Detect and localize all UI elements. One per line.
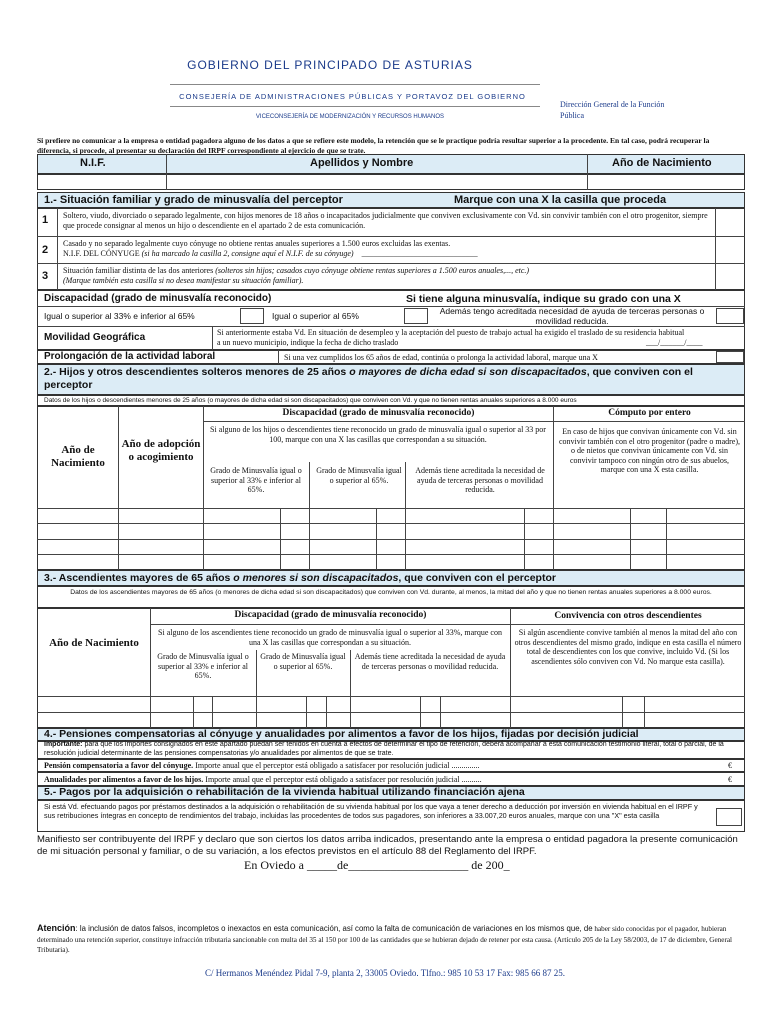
consejeria-label: CONSEJERÍA DE ADMINISTRACIONES PÚBLICAS Y PORTAVOZ DEL GOBIERNO	[179, 92, 526, 101]
atencion-text-b: haber sido conocidas por el pagador, hubieran determinado una retención superior, constituye infracción tributaria sancionable con multa del 35 al 150 por 100 de las cantidades que se hubieran dejado de retener por esta causa. (Artículo 205 de la Ley 58/2003, de 17 de diciembre, General Tributaria).	[37, 925, 733, 954]
important-text: para que los importes consignados en este apartado puedan ser tenidos en cuenta a efectos de determinar el tipo de retención, deberá acompañar a esta comunicación testimonio literal, total o parcial, de la resolución judicial determinante de las pensiones compensatorias y/o anualidades por alimentos de que se trate.	[44, 741, 724, 757]
col-divider	[193, 696, 194, 728]
section3-note: Datos de los ascendientes mayores de 65 años (o menores de dicha edad si son discapacitados) que conviven con Vd. durante, al menos, la mitad del año y que no tienen rentas anuales superiores a 8.000 euros.	[70, 589, 712, 596]
ano-nac-field[interactable]	[588, 175, 744, 189]
nif-field[interactable]	[38, 175, 165, 189]
col-divider	[666, 508, 667, 570]
movilidad-text: Si anteriormente estaba Vd. En situación de desempleo y la aceptación del puesto de trabajo actual ha exigido el traslado de su residencia habitual a un nuevo municipio, indique la fecha de dicho traslado	[217, 328, 685, 347]
ano-nac-header: Año de Nacimiento	[612, 157, 712, 169]
s2-disc-head: Discapacidad (grado de minusvalía reconocido)	[282, 408, 475, 418]
col-divider	[420, 696, 421, 728]
section3-title-b: o menores si son discapacitados	[233, 572, 399, 584]
disability-title: Discapacidad (grado de minusvalía reconocido)	[44, 293, 272, 304]
s2-g3: Además tiene acreditada la necesidad de ayuda de terceras personas o movilidad reducida.	[415, 466, 545, 494]
col-divider	[644, 696, 645, 728]
option3-note: (Marque también esta casilla si no desea manifestar su situación familiar).	[63, 276, 304, 285]
col-divider	[57, 208, 58, 290]
disability-instruction: Si tiene alguna minusvalía, indique su grado con una X	[406, 293, 681, 305]
row-divider	[37, 326, 745, 327]
option1-number: 1	[42, 214, 49, 226]
row-divider	[150, 624, 745, 625]
row-divider	[37, 508, 745, 509]
col-divider	[118, 406, 119, 570]
header-divider	[170, 84, 540, 85]
option3-line	[63, 266, 713, 276]
s3-g1: Grado de Minusvalía igual o superior al 33% e inferior al 65%.	[157, 652, 249, 680]
section1-title: 1.- Situación familiar y grado de minusvalía del perceptor	[44, 194, 343, 206]
pension-line	[44, 761, 480, 771]
s2-g2: Grado de Minusvalía igual o superior al 65%.	[316, 466, 402, 485]
section1-marque: Marque con una X la casilla que proceda	[454, 194, 667, 206]
section2-note: Datos de los hijos o descendientes menores de 25 años (o mayores de dicha edad si son discapacitados) que conviven con Vd. y que no tienen rentas anuales superiores a 8.000 euros	[44, 397, 577, 404]
option2-checkbox[interactable]	[716, 237, 744, 262]
important-label: Importante:	[44, 741, 83, 748]
anualidades-text: Importe anual que el perceptor está obligado a satisfacer por resolución judicial ..........	[205, 775, 482, 784]
col-divider	[326, 696, 327, 728]
s3-conv-head: Convivencia con otros descendientes	[554, 611, 702, 621]
section3-title-a: 3.- Ascendientes mayores de 65 años	[44, 572, 234, 584]
col-divider	[510, 608, 511, 728]
atencion-label: Atención	[37, 923, 76, 933]
atencion-block	[37, 923, 749, 956]
section2-title-a: 2.- Hijos y otros descendientes solteros menores de 25 años	[44, 366, 350, 378]
pension-amount-field[interactable]	[620, 760, 720, 771]
option3-text: Situación familiar distinta de las dos anteriores	[63, 266, 214, 275]
movilidad-date-field[interactable]: ___/______/____	[646, 338, 703, 347]
disability-opt2-checkbox[interactable]	[404, 308, 428, 324]
nif-header: N.I.F.	[80, 157, 106, 169]
option1-text: Soltero, viudo, divorciado o separado legalmente, con hijos menores de 18 años o incapacitados judicialmente que conviven exclusivamente con Vd. sin convivir también con el otro progenitor, siempre que procede consignar al menos un hijo o descendiente en el apartado 2 de esta comunicación.	[63, 211, 708, 230]
section5-title: 5.- Pagos por la adquisición o rehabilitación de la vivienda habitual utilizando financiación ajena	[44, 786, 525, 798]
col-divider	[376, 508, 377, 570]
col-divider	[306, 696, 307, 728]
s3-g3: Además tiene acreditada la necesidad de ayuda de terceras personas o movilidad reducida.	[354, 652, 506, 671]
prolongacion-checkbox[interactable]	[716, 351, 744, 363]
footer-address: C/ Hermanos Menéndez Pidal 7-9, planta 2, 33005 Oviedo. Tlfno.: 985 10 53 17 Fax: 985 66 87 25.	[204, 968, 566, 978]
s2-g1: Grado de Minusvalía igual o superior al 33% e inferior al 65%.	[210, 466, 302, 494]
row-divider	[203, 421, 745, 422]
disability-opt3-checkbox[interactable]	[716, 308, 744, 324]
fecha-line[interactable]: En Oviedo a _____de____________________ de 200_	[244, 858, 510, 872]
row-divider	[37, 696, 745, 697]
col-divider	[212, 696, 213, 728]
s3-g2: Grado de Minusvalía igual o superior al 65%.	[260, 652, 346, 671]
prolongacion-title: Prolongación de la actividad laboral	[44, 351, 216, 362]
col-divider	[630, 508, 631, 570]
section3-title-c: , que conviven con el perceptor	[398, 572, 556, 584]
option1-checkbox[interactable]	[716, 209, 744, 235]
manifiesto-text: Manifiesto ser contribuyente del IRPF y declaro que son ciertos los datos arriba indicados, presentando ante la empresa o entidad pagadora la presente comunicación de mi situación personal y familiar, o de su variación, a los efectos previstos en el artículo 88 del Reglamento del IRPF.	[37, 834, 738, 857]
page-title: GOBIERNO DEL PRINCIPADO DE ASTURIAS	[187, 58, 473, 72]
section4-important	[44, 741, 742, 758]
s3-disc-head: Discapacidad (grado de minusvalía reconocido)	[234, 610, 427, 620]
s2-disc-intro: Si alguno de los hijos o descendientes tiene reconocido un grado de minusvalía igual o superior al 33 por 100, marque con una X las casillas que correspondan a su situación.	[210, 425, 546, 444]
spouse-nif-field[interactable]: _____________________________	[361, 249, 478, 258]
s3-disc-intro: Si alguno de los ascendientes tiene reconocido un grado de minusvalía igual o superior al 33%, marque con una X las casillas que correspondan a su situación.	[158, 628, 502, 647]
disability-opt1-checkbox[interactable]	[240, 308, 264, 324]
disability-opt3-label: Además tengo acreditada necesidad de ayuda de terceras personas o movilidad reducida.	[439, 306, 705, 326]
s3-conv-text: Si algún ascendiente convive también al menos la mitad del año con otros descendientes del mismo grado, indique en esta casilla el número total de descendientes con los que convive, incluido Vd. (Si los ascendientes sólo conviven con Vd. No marque esta casilla).	[514, 628, 742, 666]
col-divider	[280, 508, 281, 570]
col-divider	[350, 650, 351, 728]
disability-opt1-label: Igual o superior al 33% e inferior al 65%	[44, 311, 195, 321]
row-divider	[37, 523, 745, 524]
s3-col-nacimiento: Año de Nacimiento	[49, 637, 139, 649]
col-divider	[278, 350, 279, 364]
prolongacion-text: Si una vez cumplidos los 65 años de edad, continúa o prolonga la actividad laboral, marque una X	[284, 353, 598, 362]
movilidad-title: Movilidad Geográfica	[44, 332, 146, 343]
section2-title-b: o mayores de dicha edad si son discapacitados	[349, 366, 587, 378]
direccion-label: Dirección General de la Función Pública	[560, 100, 665, 120]
intro-text: Si prefiere no comunicar a la empresa o entidad pagadora alguno de los datos a que se refiere este modelo, la retención que se le practique podría resultar superior a la procedente. En tal caso, podrá recuperar la diferencia, si procede, al presentar su declaración del IRPF correspondiente al ejercicio de que se trate.	[37, 136, 710, 155]
section4-title: 4.- Pensiones compensatorias al cónyuge y anualidades por alimentos a favor de los hijos, fijadas por decisión judicial	[44, 728, 639, 740]
row-divider	[37, 236, 745, 237]
anualidades-line	[44, 775, 482, 785]
disability-opt2-label: Igual o superior al 65%	[272, 311, 359, 321]
section2-title	[44, 366, 742, 392]
header-divider-2	[170, 106, 540, 107]
option3-number: 3	[42, 270, 49, 282]
row-divider	[37, 263, 745, 264]
option3-examples: (solteros sin hijos; casados cuyo cónyuge obtiene rentas superiores a 1.500 euros anuales,..., etc.)	[215, 266, 530, 275]
section5-checkbox[interactable]	[716, 808, 742, 826]
row-divider	[37, 554, 745, 555]
spouse-nif-hint: (si ha marcado la casilla 2, consigne aquí el N.I.F. de su cónyuge)	[141, 249, 354, 258]
pension-euro: €	[728, 761, 732, 770]
s2-col-nacimiento: Año de Nacimiento	[51, 444, 105, 469]
option2-number: 2	[42, 244, 49, 256]
viceconsejeria-label: VICECONSEJERÍA DE MODERNIZACIÓN Y RECURSOS HUMANOS	[255, 114, 445, 120]
option2-text: Casado y no separado legalmente cuyo cónyuge no obtiene rentas anuales superiores a 1.500 euros excluidas las exentas.	[63, 239, 451, 248]
s2-comp-head: Cómputo por entero	[608, 408, 691, 418]
row-divider	[37, 539, 745, 540]
anualidades-euro: €	[728, 775, 732, 784]
col-divider	[203, 406, 204, 570]
section2-title-c: , que conviven con el perceptor	[44, 366, 693, 391]
anualidades-amount-field[interactable]	[620, 774, 720, 785]
apellidos-header: Apellidos y Nombre	[310, 157, 414, 169]
col-divider	[256, 650, 257, 728]
col-divider	[212, 326, 213, 350]
atencion-text-a: : la inclusión de datos falsos, incompletos o inexactos en esta comunicación, así como la falta de comunicación de variaciones en los mismos que, de	[75, 924, 593, 933]
row-divider	[37, 712, 745, 713]
col-divider	[440, 696, 441, 728]
col-divider	[150, 608, 151, 728]
col-divider	[524, 508, 525, 570]
apellidos-field[interactable]	[167, 175, 586, 189]
section5-text: Si está Vd. efectuando pagos por préstamos destinados a la adquisición o rehabilitación de su vivienda habitual por los que vaya a tener derecho a deducción por inversión en vivienda habitual en el IRPF y sus retribuciones íntegras en concepto de rendimientos del trabajo, incluidas las procedentes de todos sus pagadores, son inferiores a 33.007,20 euros anuales, marque con una "X" esta casilla	[44, 802, 698, 821]
pension-label: Pensión compensatoria a favor del cónyuge.	[44, 761, 194, 770]
col-divider	[553, 406, 554, 570]
option3-checkbox[interactable]	[716, 264, 744, 289]
spouse-nif-label: N.I.F. DEL CÓNYUGE	[63, 249, 140, 258]
pension-text: Importe anual que el perceptor está obligado a satisfacer por resolución judicial ..............	[195, 761, 480, 770]
option2-spouse-line	[63, 249, 713, 259]
s2-col-adopcion: Año de adopción o acogimiento	[121, 438, 201, 463]
section3-title	[44, 572, 556, 584]
col-divider	[622, 696, 623, 728]
anualidades-label: Anualidades por alimentos a favor de los hijos.	[44, 775, 204, 784]
s2-comp-text: En caso de hijos que convivan únicamente con Vd. sin convivir también con el otro progenitor (padre o madre), o de nietos que convivan únicamente con Vd. sin convivir tampoco con ningún otro de sus abuelos, marque con una X esta casilla.	[558, 427, 741, 474]
